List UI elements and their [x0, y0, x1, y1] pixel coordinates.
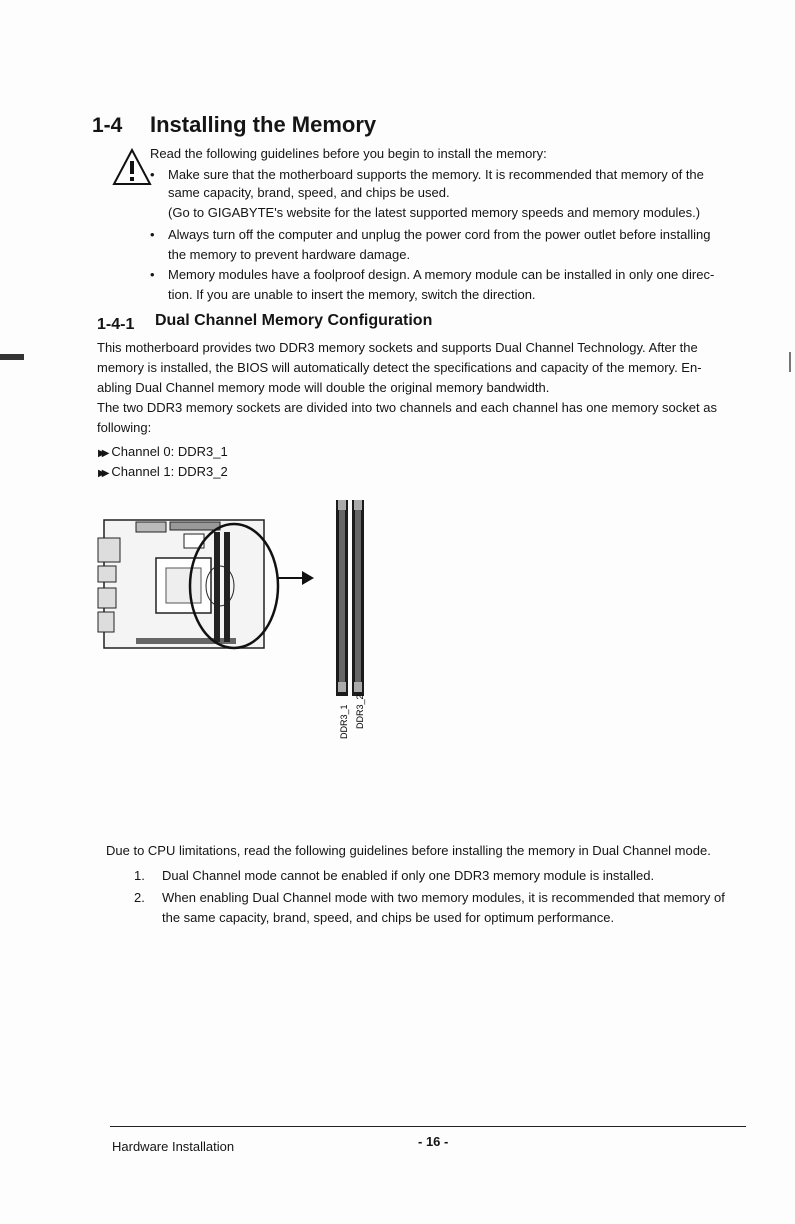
scan-edge-mark: [0, 354, 24, 360]
footer-chapter: Hardware Installation: [112, 1139, 235, 1154]
body-line: memory is installed, the BIOS will automatically detect the specifications and capacity of the memory. En-: [97, 360, 702, 375]
section-number: 1-4: [92, 114, 123, 137]
footer-rule: [110, 1126, 746, 1127]
warning-item: [150, 226, 740, 266]
page-number: - 16 -: [418, 1134, 449, 1149]
warning-line: Make sure that the motherboard supports the memory. It is recommended that memory of the: [168, 167, 704, 182]
body-line: following:: [97, 420, 152, 435]
channel-item: [98, 444, 228, 459]
bullet: •: [150, 267, 155, 282]
item-line: Dual Channel mode cannot be enabled if only one DDR3 memory module is installed.: [162, 868, 655, 883]
bullet: •: [150, 227, 155, 242]
item-number: 2.: [134, 890, 145, 905]
warning-icon: [112, 148, 152, 186]
warning-line: tion. If you are unable to insert the memory, switch the direction.: [168, 287, 536, 302]
limitation-item: [134, 866, 744, 886]
slot-label-ddr3-2: DDR3_2: [355, 694, 365, 729]
memory-slots-diagram: [326, 496, 376, 746]
subsection-number: 1-4-1: [97, 316, 135, 333]
scan-edge-mark-right: [789, 352, 791, 372]
subsection-title: Dual Channel Memory Configuration: [155, 312, 433, 329]
limitation-item: [134, 888, 744, 928]
body-paragraph-2: [97, 398, 737, 438]
limitations-intro: Due to CPU limitations, read the following guidelines before installing the memory in Dual Channel mode.: [106, 843, 711, 858]
item-line: the same capacity, brand, speed, and chips be used for optimum performance.: [162, 910, 615, 925]
body-line: The two DDR3 memory sockets are divided into two channels and each channel has one memory socket as: [97, 400, 717, 415]
body-line: abling Dual Channel memory mode will double the original memory bandwidth.: [97, 380, 550, 395]
body-paragraph-1: [97, 338, 737, 398]
warning-item: [150, 166, 740, 220]
item-line: When enabling Dual Channel mode with two memory modules, it is recommended that memory of: [162, 890, 725, 905]
channel-label: Channel 1: DDR3_2: [111, 464, 228, 479]
double-arrow-icon: ▶▶: [98, 468, 106, 479]
channel-label: Channel 0: DDR3_1: [111, 444, 228, 459]
warning-line: Always turn off the computer and unplug the power cord from the power outlet before installing: [168, 227, 711, 242]
section-title: Installing the Memory: [150, 112, 377, 137]
warning-line: same capacity, brand, speed, and chips be used.: [168, 185, 450, 200]
bullet: •: [150, 167, 155, 182]
channel-item: [98, 464, 228, 479]
double-arrow-icon: ▶▶: [98, 448, 106, 459]
slot-label-ddr3-1: DDR3_1: [339, 704, 349, 739]
warning-line: (Go to GIGABYTE's website for the latest supported memory speeds and memory modules.): [168, 205, 701, 220]
item-number: 1.: [134, 868, 145, 883]
motherboard-diagram: [96, 498, 316, 658]
warning-intro: Read the following guidelines before you begin to install the memory:: [150, 146, 547, 161]
body-line: This motherboard provides two DDR3 memory sockets and supports Dual Channel Technology. After the: [97, 340, 698, 355]
warning-line: the memory to prevent hardware damage.: [168, 247, 411, 262]
warning-line: Memory modules have a foolproof design. A memory module can be installed in only one direc-: [168, 267, 715, 282]
warning-item: [150, 266, 740, 306]
